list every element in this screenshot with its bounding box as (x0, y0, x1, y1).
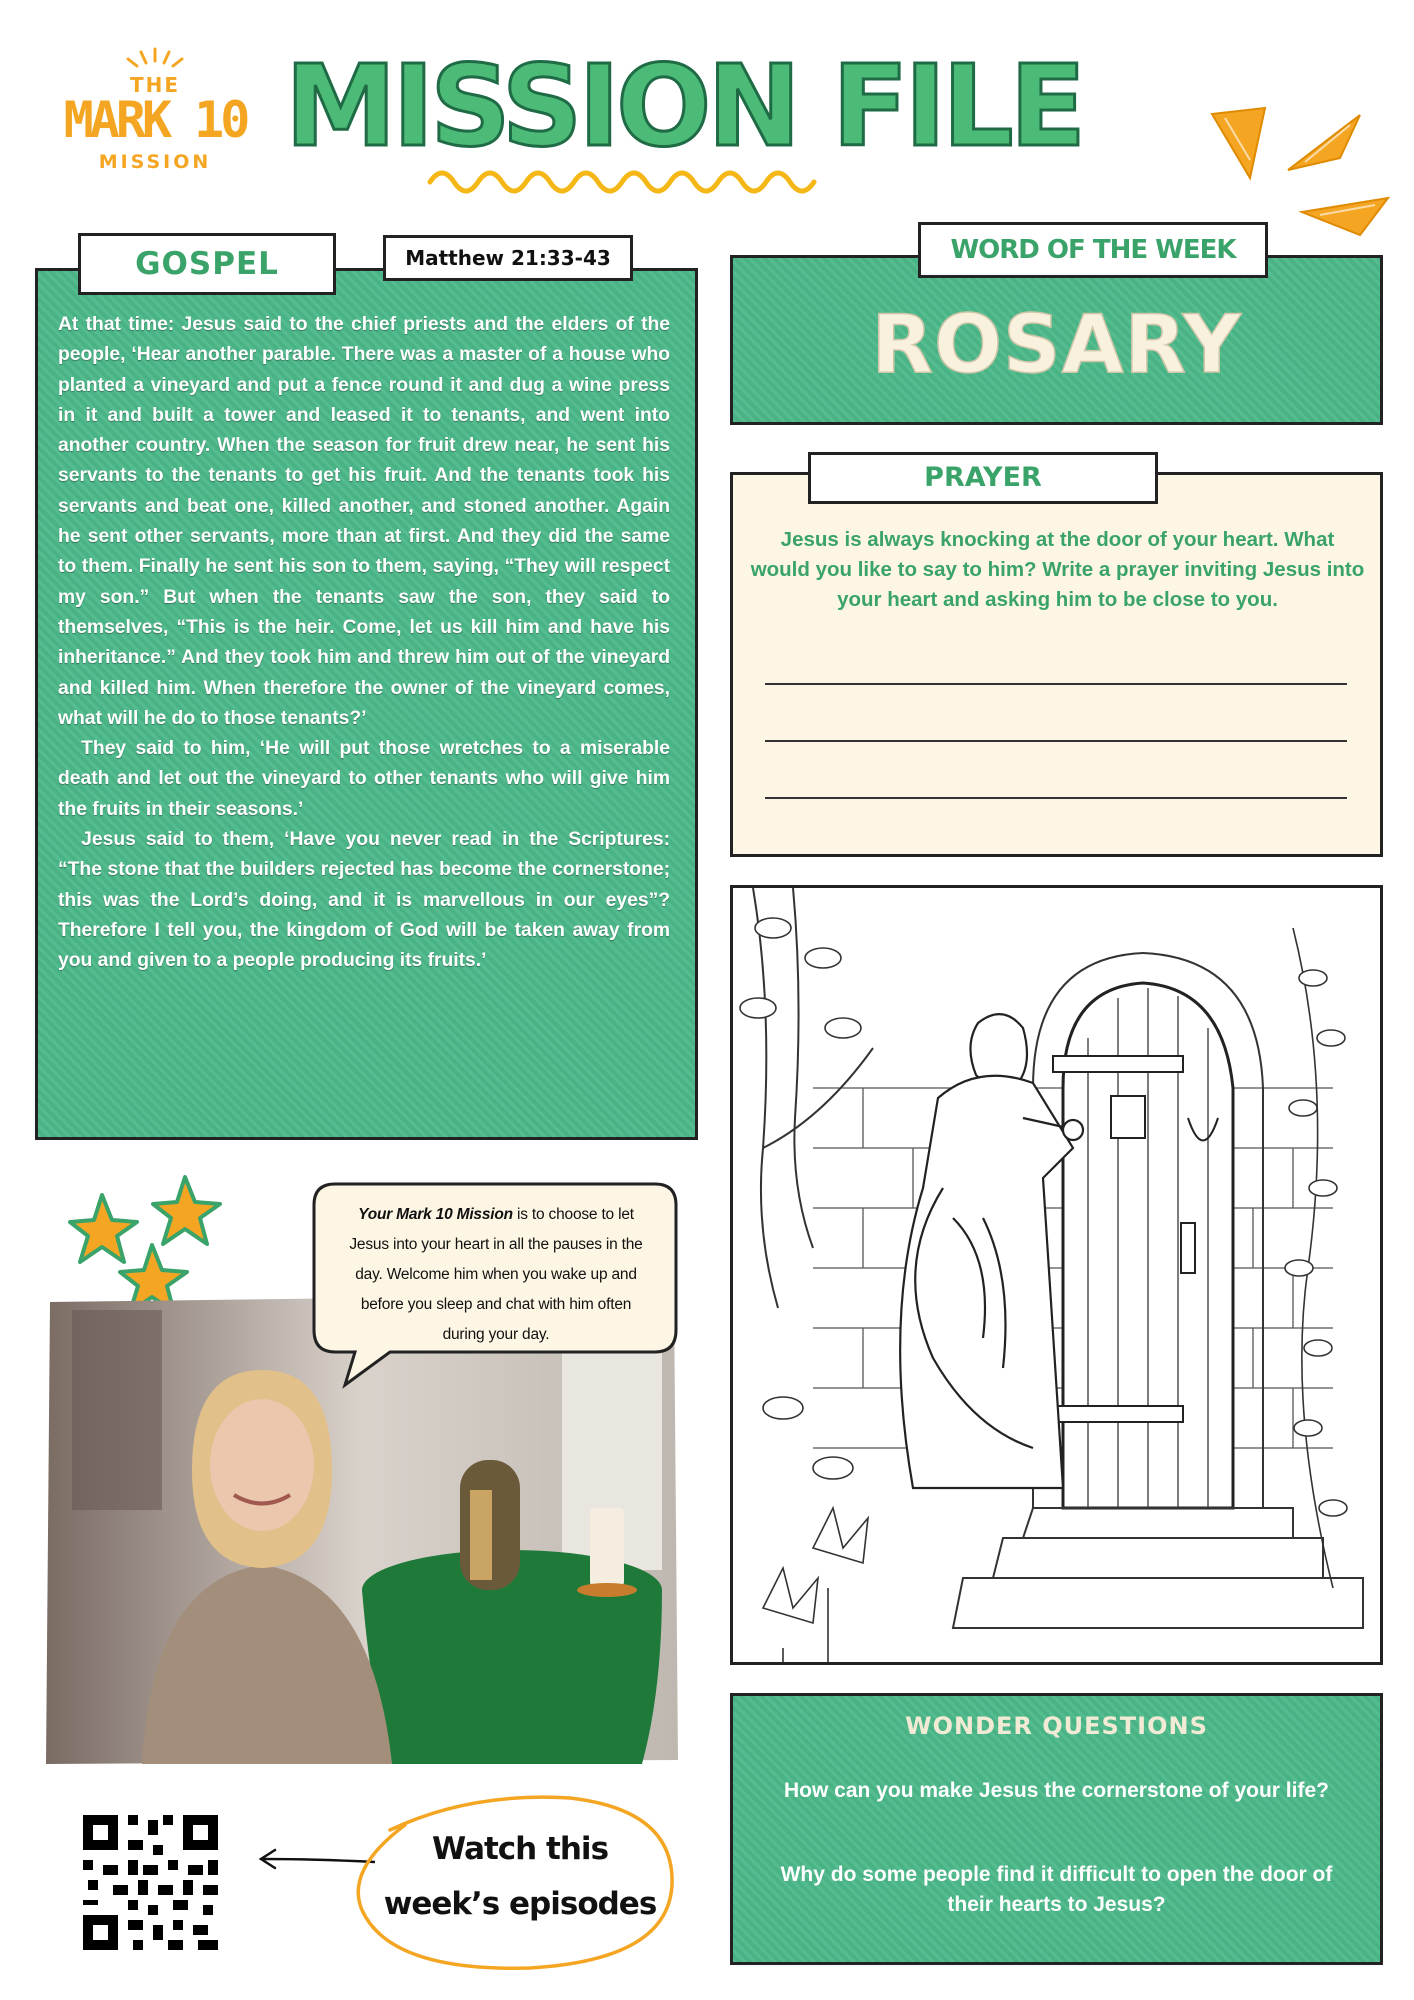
prayer-prompt: Jesus is always knocking at the door of your heart. What would you like to say to him? Write a prayer inviting Jesus into your heart and asking him to be close to you. (750, 528, 1365, 611)
scripture-reference: Matthew 21:33-43 (383, 235, 633, 281)
word-of-week-tab: WORD OF THE WEEK (918, 222, 1268, 278)
watch-episodes-link[interactable] (370, 1822, 670, 1932)
word-of-week: ROSARY (871, 298, 1242, 391)
logo-mark10: MARK 10 (63, 91, 247, 149)
page-title: MISSION FILE (285, 42, 1083, 172)
logo-mission: MISSION (98, 151, 212, 173)
watch-line-1: Watch this (431, 1831, 609, 1867)
gospel-paragraph: They said to him, ‘He will put those wretches to a miserable death and let out the vineyard to other tenants who will give him the fruits in their seasons.’ (58, 738, 670, 820)
mark10-logo (55, 45, 255, 185)
wonder-question: How can you make Jesus the cornerstone of your life? (784, 1779, 1329, 1802)
watch-line-2: week’s episodes (383, 1886, 657, 1922)
gospel-paragraph: Jesus said to them, ‘Have you never read in the Scriptures: “The stone that the builders rejected has become the cornerstone; this was the Lord’s doing, and it is marvellous in our eyes”? Therefore I tell you, the kingdom of God will be taken away from you and given to a people producing its fruits.’ (58, 829, 670, 972)
coloring-picture-jesus-knocking (730, 885, 1383, 1665)
squiggle-underline-icon (425, 160, 825, 202)
prayer-tab: PRAYER (808, 452, 1158, 504)
prayer-write-line[interactable] (765, 740, 1347, 742)
gospel-tab: GOSPEL (78, 233, 336, 295)
jesus-at-door-illustration (733, 888, 1380, 1662)
qr-code-icon[interactable] (73, 1805, 228, 1960)
gospel-text (58, 310, 670, 977)
wonder-question: Why do some people find it difficult to open the door of their hearts to Jesus? (780, 1863, 1333, 1916)
mission-bubble-lead: Your Mark 10 Mission (358, 1206, 513, 1223)
mission-bubble-text (340, 1200, 652, 1350)
logo-the: THE (129, 73, 181, 97)
prayer-write-line[interactable] (765, 797, 1347, 799)
gospel-paragraph: At that time: Jesus said to the chief priests and the elders of the people, ‘Hear another parable. There was a master of a house who planted a vineyard and put a fence round it and dug a wine press in it and built a tower and leased it to tenants, and went into another country. When the season for fruit drew near, he sent his servants to the tenants to get his fruit. And the tenants took his servants and beat one, killed another, and stoned another. Again he sent other servants, more than at first. And they did the same to them. Finally he sent his son to them, saying, “They will respect my son.” But when the tenants saw the son, they said to themselves, “This is the heir. Come, let us kill him and have his inheritance.” And they took him and threw him out of the vineyard and killed him. When therefore the owner of the vineyard comes, what will he do to those tenants?’ (58, 314, 670, 729)
triangle-accent-icon (1210, 100, 1395, 240)
mission-bubble-body: is to choose to let Jesus into your heart in all the pauses in the day. Welcome him when you wake up and before you sleep and chat with him often during your day. (349, 1206, 643, 1343)
sun-rays-icon (115, 45, 195, 73)
wonder-questions-title: WONDER QUESTIONS (905, 1712, 1208, 1740)
prayer-write-line[interactable] (765, 683, 1347, 685)
